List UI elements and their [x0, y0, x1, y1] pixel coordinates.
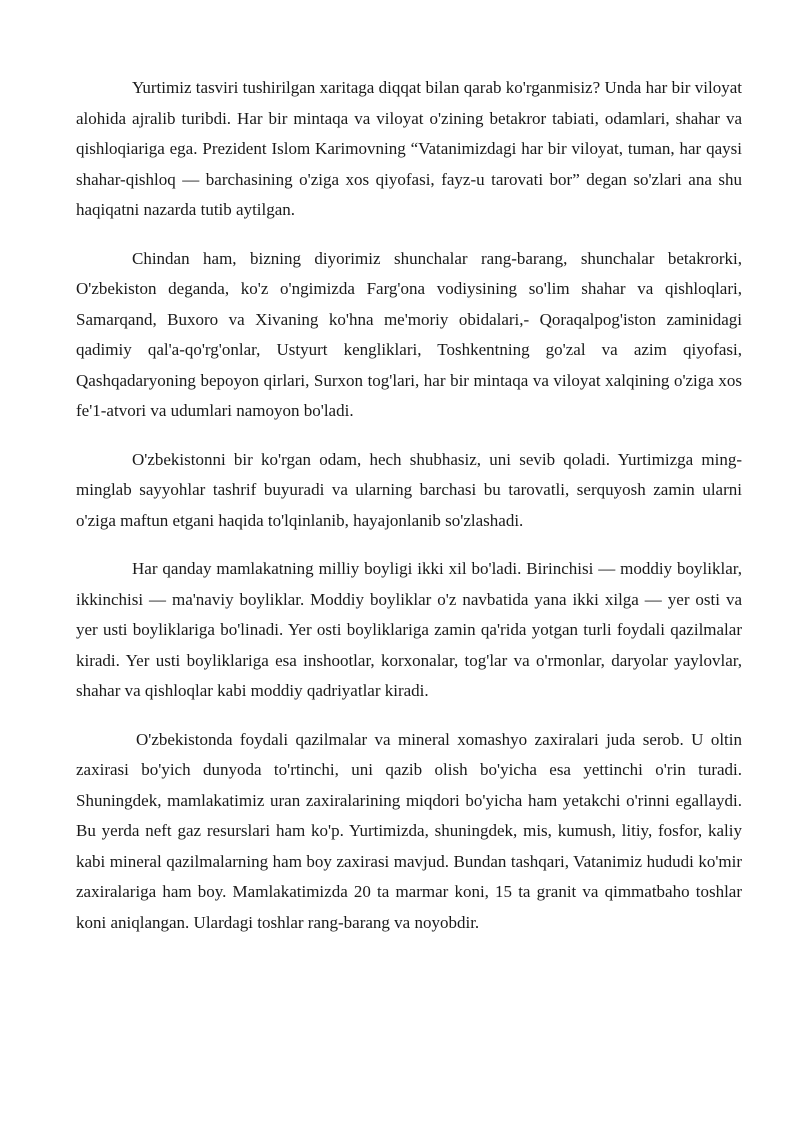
- paragraph-2: Chindan ham, bizning diyorimiz shunchalar rang-barang, shunchalar betakrorki, O'zbekiston deganda, ko'z o'ngimizda Farg'ona vodiysining so'lim shahar va qishloqlari, Samarqand, Buxoro va Xivaning ko'hna me'moriy obidalari,- Qoraqalpog'iston zaminidagi qadimiy qal'a-qo'rg'onlar, Ustyurt kengliklari, Toshkentning go'zal va azim qiyofasi, Qashqadaryoning bepoyon qirlari, Surxon tog'lari, har bir mintaqa va viloyat xalqining o'ziga xos fe'1-atvori va udumlari namoyon bo'ladi.: [76, 248, 742, 420]
- paragraph-4: Har qanday mamlakatning milliy boyligi ikki xil bo'ladi. Birinchisi — moddiy boyliklar, ikkinchisi — ma'naviy boyliklar. Moddiy boyliklar o'z navbatida yana ikki xilga — yer osti va yer usti boyliklariga bo'linadi. Yer osti boyliklariga zamin qa'rida yotgan turli foydali qazilmalar kiradi. Yer usti boyliklariga esa inshootlar, korxonalar, tog'lar va o'rmonlar, daryolar yaylovlar, shahar va qishloqlar kabi moddiy qadriyatlar kiradi.: [76, 559, 742, 700]
- document-page: [76, 73, 742, 956]
- paragraph-3: O'zbekistonni bir ko'rgan odam, hech shubhasiz, uni sevib qoladi. Yurtimizga ming-minglab sayyohlar tashrif buyuradi va ularning barchasi bu tarovatli, serquyosh zamin ularni o'ziga maftun etgani haqida to'lqinlanib, hayajonlanib so'zlashadi.: [76, 449, 742, 530]
- paragraph-5: O'zbekistonda foydali qazilmalar va mineral xomashyo zaxiralari juda serob. U oltin zaxirasi bo'yich dunyoda to'rtinchi, uni qazib olish bo'yicha esa yettinchi o'rin turadi. Shuningdek, mamlakatimiz uran zaxiralarining miqdori bo'yicha ham yetakchi o'rinni egallaydi. Bu yerda neft gaz resurslari ham ko'p. Yurtimizda, shuningdek, mis, kumush, litiy, fosfor, kaliy kabi mineral qazilmalarning ham boy zaxirasi mavjud. Bundan tashqari, Vatanimiz hududi ko'mir zaxiralariga ham boy. Mamlakatimizda 20 ta marmar koni, 15 ta granit va qimmatbaho toshlar koni aniqlangan. Ulardagi toshlar rang-barang va noyobdir.: [76, 729, 742, 932]
- paragraph-1: Yurtimiz tasviri tushirilgan xaritaga diqqat bilan qarab ko'rganmisiz? Unda har bir viloyat alohida ajralib turibdi. Har bir mintaqa va viloyat o'zining betakror tabiati, odamlari, shahar va qishloqiariga ega. Prezident Islom Karimovning “Vatanimizdagi har bir viloyat, tuman, har qaysi shahar-qishloq — barchasining o'ziga xos qiyofasi, fayz-u tarovati bor” degan so'zlari ana shu haqiqatni nazarda tutib aytilgan.: [76, 78, 742, 219]
